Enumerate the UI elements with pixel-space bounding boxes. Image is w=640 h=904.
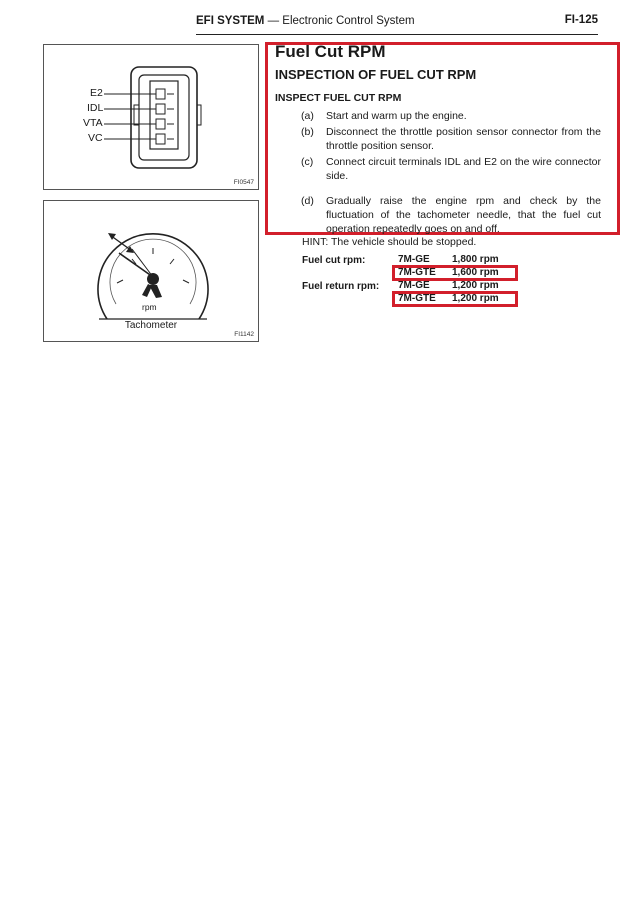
step-c [301, 155, 601, 183]
connector-figure [43, 44, 259, 190]
page-number: FI-125 [564, 14, 598, 26]
page-header [196, 12, 598, 35]
engine-name: 7M-GE [398, 254, 430, 265]
step-text: Gradually raise the engine rpm and check by the fluctuation of the tachometer needle, that the fuel cut operation repeatedly goes on and off. [326, 195, 601, 235]
step-text: Start and warm up the engine. [326, 110, 467, 122]
inspection-heading: INSPECTION OF FUEL CUT RPM [275, 67, 477, 82]
fuel-cut-row-7m-gte [398, 267, 499, 278]
step-a [301, 109, 601, 123]
fuel-return-row-7m-ge [398, 280, 499, 291]
rpm-value: 1,200 rpm [452, 293, 499, 304]
inspect-subheading: INSPECT FUEL CUT RPM [275, 92, 402, 104]
step-letter: (d) [301, 195, 314, 207]
step-letter: (a) [301, 110, 314, 122]
rpm-value: 1,800 rpm [452, 254, 499, 265]
rpm-value: 1,600 rpm [452, 267, 499, 278]
engine-name: 7M-GTE [398, 267, 436, 278]
header-system-name: EFI SYSTEM [196, 15, 265, 27]
tachometer-rpm-label: rpm [142, 302, 157, 312]
step-b [301, 125, 601, 153]
pin-label-vta: VTA [83, 117, 103, 129]
step-letter: (b) [301, 126, 314, 138]
pin-label-idl: IDL [87, 102, 104, 114]
step-text: Connect circuit terminals IDL and E2 on the wire connector side. [326, 156, 601, 182]
engine-name: 7M-GE [398, 280, 430, 291]
header-system [196, 15, 415, 27]
engine-name: 7M-GTE [398, 293, 436, 304]
fuel-cut-label: Fuel cut rpm: [302, 255, 366, 266]
step-letter: (c) [301, 156, 314, 168]
header-subtitle: Electronic Control System [282, 15, 415, 27]
step-d [301, 194, 601, 236]
tachometer-figure [43, 200, 259, 342]
step-text: Disconnect the throttle position sensor connector from the throttle position sensor. [326, 126, 601, 152]
connector-diagram [44, 45, 258, 189]
figure2-code: FI1142 [234, 331, 254, 338]
fuel-cut-row-7m-ge [398, 254, 499, 265]
pin-label-vc: VC [88, 132, 103, 144]
header-separator: — [267, 15, 280, 27]
hint-text: HINT: The vehicle should be stopped. [302, 236, 477, 248]
tachometer-caption: Tachometer [124, 320, 178, 331]
fuel-return-label: Fuel return rpm: [302, 281, 380, 292]
pin-label-e2: E2 [90, 87, 103, 99]
fuel-return-row-7m-gte [398, 293, 499, 304]
figure1-code: FI0547 [233, 179, 254, 186]
section-title: Fuel Cut RPM [275, 42, 386, 61]
rpm-value: 1,200 rpm [452, 280, 499, 291]
